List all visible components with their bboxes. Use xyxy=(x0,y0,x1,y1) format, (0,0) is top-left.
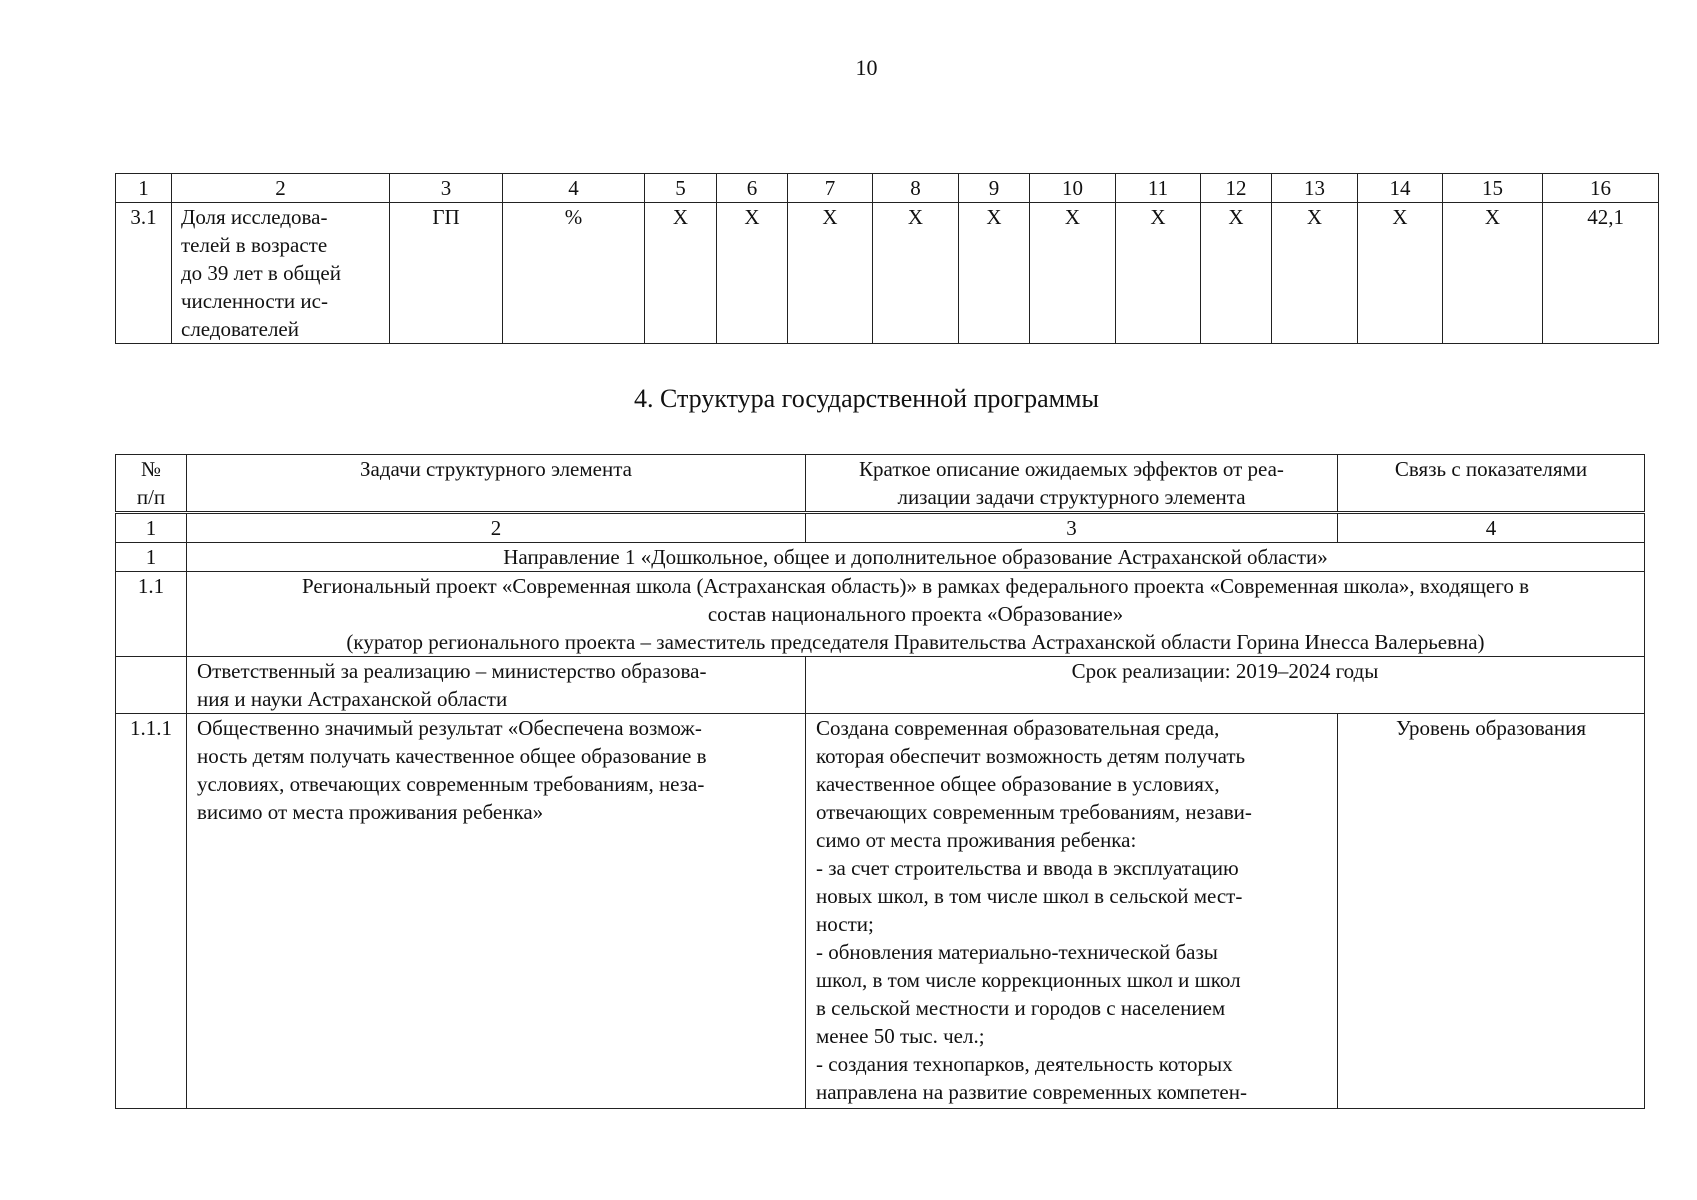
value-cell: Х xyxy=(1201,203,1272,344)
header-cell: 4 xyxy=(503,174,645,203)
term-text: Срок реализации: 2019–2024 годы xyxy=(806,657,1645,714)
responsible-line: ния и науки Астраханской области xyxy=(197,687,508,711)
effects-line: - за счет строительства и ввода в эксплуатацию xyxy=(816,856,1239,880)
header-cell: 15 xyxy=(1443,174,1543,203)
indicator-link: Уровень образования xyxy=(1338,714,1645,1109)
header-num-line: п/п xyxy=(136,485,166,509)
responsible-text xyxy=(187,657,806,714)
row-number: 3.1 xyxy=(116,203,172,344)
value-cell: Х xyxy=(788,203,873,344)
project-num: 1.1 xyxy=(116,572,187,657)
task-num: 1.1.1 xyxy=(116,714,187,1109)
indicator-name xyxy=(172,203,390,344)
effects-line: направлена на развитие современных компетен- xyxy=(816,1080,1247,1104)
column-number: 2 xyxy=(187,513,806,543)
effects-line: в сельской местности и городов с населением xyxy=(816,996,1226,1020)
effects-line: Создана современная образовательная среда, xyxy=(816,716,1220,740)
effects-line: отвечающих современным требованиям, незави- xyxy=(816,800,1252,824)
value-cell: Х xyxy=(1030,203,1116,344)
header-effects xyxy=(806,455,1338,513)
task-line: ность детям получать качественное общее образование в xyxy=(197,744,707,768)
value-cell: Х xyxy=(1116,203,1201,344)
table-header-row xyxy=(116,174,1659,203)
task-row xyxy=(116,714,1645,1109)
header-cell: 13 xyxy=(1272,174,1358,203)
value-cell: Х xyxy=(873,203,959,344)
effects-line: - обновления материально-технической базы xyxy=(816,940,1218,964)
direction-text: Направление 1 «Дошкольное, общее и дополнительное образование Астраханской области» xyxy=(187,543,1645,572)
header-effects-line: Краткое описание ожидаемых эффектов от реа- xyxy=(859,457,1284,481)
column-number: 4 xyxy=(1338,513,1645,543)
effects-line: менее 50 тыс. чел.; xyxy=(816,1024,985,1048)
page-number: 10 xyxy=(855,55,878,80)
indicator-name-line: Доля исследова- xyxy=(181,205,328,229)
header-num-line: № xyxy=(140,457,162,481)
column-number: 3 xyxy=(806,513,1338,543)
effects-line: симо от места проживания ребенка: xyxy=(816,828,1137,852)
value-cell: Х xyxy=(717,203,788,344)
indicator-name-line: до 39 лет в общей xyxy=(181,261,341,285)
direction-row xyxy=(116,543,1645,572)
project-row xyxy=(116,572,1645,657)
responsible-row xyxy=(116,657,1645,714)
task-text xyxy=(187,714,806,1109)
effects-text xyxy=(806,714,1338,1109)
header-cell: 8 xyxy=(873,174,959,203)
indicator-name-line: следователей xyxy=(181,317,299,341)
project-text xyxy=(187,572,1645,657)
value-cell: Х xyxy=(959,203,1030,344)
table-row xyxy=(116,203,1659,344)
indicator-name-line: численности ис- xyxy=(181,289,328,313)
task-line: висимо от места проживания ребенка» xyxy=(197,800,544,824)
value-cell: Х xyxy=(1443,203,1543,344)
task-line: Общественно значимый результат «Обеспечена возмож- xyxy=(197,716,702,740)
table-header-row xyxy=(116,455,1645,513)
effects-line: новых школ, в том числе школ в сельской мест- xyxy=(816,884,1243,908)
header-cell: 14 xyxy=(1358,174,1443,203)
project-line: Региональный проект «Современная школа (Астраханская область)» в рамках федерального проекта «Современная школа», входящего в xyxy=(302,574,1529,598)
project-line: (куратор регионального проекта – заместитель председателя Правительства Астраханской области Горина Инесса Валерьевна) xyxy=(346,630,1485,654)
project-line: состав национального проекта «Образование» xyxy=(707,602,1124,626)
effects-line: которая обеспечит возможность детям получать xyxy=(816,744,1246,768)
effects-line: школ, в том числе коррекционных школ и школ xyxy=(816,968,1241,992)
header-cell: 16 xyxy=(1543,174,1659,203)
header-cell: 11 xyxy=(1116,174,1201,203)
column-numbers-row xyxy=(116,513,1645,543)
header-tasks: Задачи структурного элемента xyxy=(187,455,806,513)
header-cell: 7 xyxy=(788,174,873,203)
column-number: 1 xyxy=(116,513,187,543)
header-effects-line: лизации задачи структурного элемента xyxy=(897,485,1246,509)
value-cell: Х xyxy=(1358,203,1443,344)
effects-line: качественное общее образование в условиях, xyxy=(816,772,1220,796)
direction-num: 1 xyxy=(116,543,187,572)
header-cell: 12 xyxy=(1201,174,1272,203)
program-structure-table xyxy=(115,454,1645,1109)
responsible-line: Ответственный за реализацию – министерство образова- xyxy=(197,659,707,683)
header-cell: 10 xyxy=(1030,174,1116,203)
final-value-cell: 42,1 xyxy=(1543,203,1659,344)
header-link: Связь с показателями xyxy=(1338,455,1645,513)
indicators-table xyxy=(115,173,1659,344)
value-cell: Х xyxy=(1272,203,1358,344)
header-cell: 6 xyxy=(717,174,788,203)
header-num xyxy=(116,455,187,513)
section-title: 4. Структура государственной программы xyxy=(634,384,1099,413)
effects-line: ности; xyxy=(816,912,874,936)
indicator-level: ГП xyxy=(390,203,503,344)
header-cell: 9 xyxy=(959,174,1030,203)
header-cell: 1 xyxy=(116,174,172,203)
empty-cell xyxy=(116,657,187,714)
header-cell: 5 xyxy=(645,174,717,203)
header-cell: 2 xyxy=(172,174,390,203)
header-cell: 3 xyxy=(390,174,503,203)
value-cell: Х xyxy=(645,203,717,344)
task-line: условиях, отвечающих современным требованиям, неза- xyxy=(197,772,705,796)
effects-line: - создания технопарков, деятельность которых xyxy=(816,1052,1233,1076)
indicator-unit: % xyxy=(503,203,645,344)
indicator-name-line: телей в возрасте xyxy=(181,233,328,257)
